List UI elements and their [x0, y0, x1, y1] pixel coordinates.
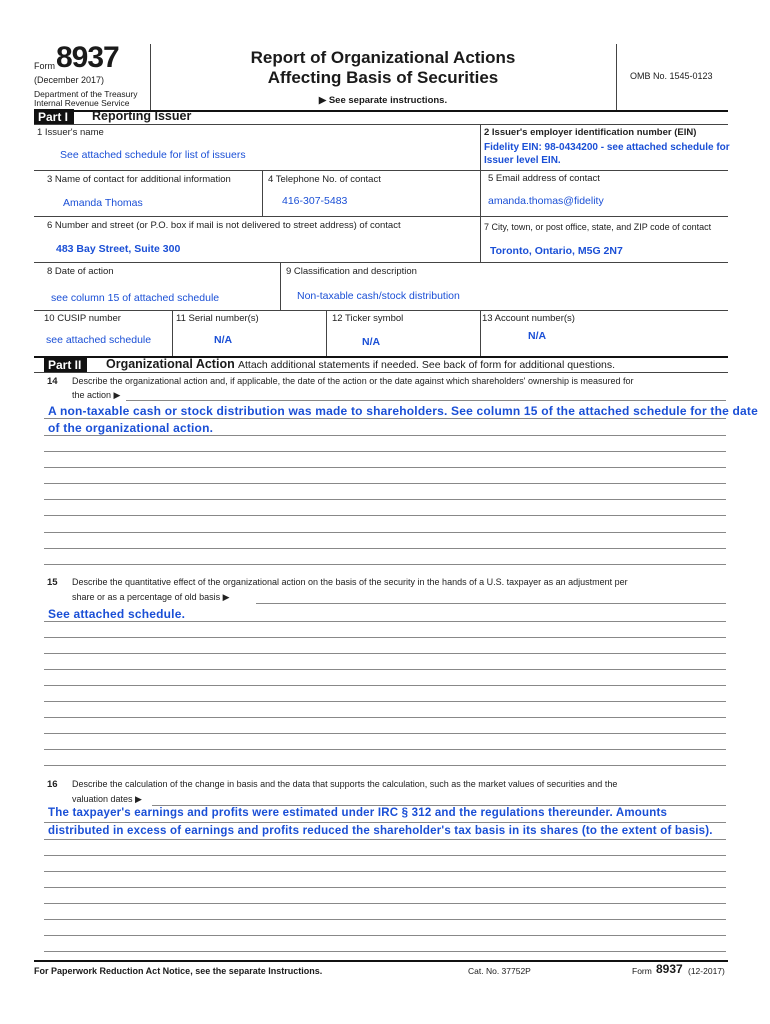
account-number-label: 13 Account number(s): [482, 313, 575, 324]
paperwork-notice: For Paperwork Reduction Act Notice, see the separate Instructions.: [34, 966, 323, 976]
q15-text-line1: Describe the quantitative effect of the organizational action on the basis of the security in the hands of a U.S. taxpayer as an adjustment per: [72, 577, 628, 587]
issuer-name-label: 1 Issuer's name: [37, 127, 104, 138]
q14-text-line1: Describe the organizational action and, if applicable, the date of the action or the date against which shareholders' ownership is measured for: [72, 376, 634, 386]
form-title-line1: Report of Organizational Actions: [250, 48, 516, 67]
dept-line2: Internal Revenue Service: [34, 98, 130, 108]
q14-answer-line1[interactable]: A non-taxable cash or stock distribution was made to shareholders. See column 15 of the attached schedule for the date: [48, 404, 758, 418]
ein-field-line2[interactable]: Issuer level EIN.: [484, 155, 561, 166]
city-field[interactable]: Toronto, Ontario, M5G 2N7: [490, 245, 623, 257]
part2-tag: Part II: [44, 357, 87, 373]
form-title-line2: Affecting Basis of Securities: [267, 68, 499, 87]
ein-label: 2 Issuer's employer identification number (EIN): [484, 127, 697, 138]
footer-form-word: Form: [632, 966, 652, 976]
cusip-label: 10 CUSIP number: [44, 313, 121, 324]
q15-number: 15: [47, 577, 58, 588]
form-number: 8937: [56, 41, 119, 74]
date-of-action-label: 8 Date of action: [47, 266, 114, 277]
catalog-number: Cat. No. 37752P: [468, 966, 531, 976]
street-field[interactable]: 483 Bay Street, Suite 300: [56, 243, 181, 255]
date-of-action-field[interactable]: see column 15 of attached schedule: [51, 292, 220, 304]
q16-answer-line2[interactable]: distributed in excess of earnings and profits reduced the shareholder's tax basis in its shares (to the extent of basis).: [48, 825, 713, 837]
issuer-name-field[interactable]: See attached schedule for list of issuers: [60, 149, 246, 161]
q14-number: 14: [47, 376, 58, 387]
serial-number-field[interactable]: N/A: [214, 334, 233, 346]
part2-title: Organizational Action: [106, 357, 235, 371]
contact-name-label: 3 Name of contact for additional information: [47, 174, 231, 185]
telephone-field[interactable]: 416-307-5483: [282, 195, 348, 207]
email-field[interactable]: amanda.thomas@fidelity: [488, 195, 604, 207]
city-label: 7 City, town, or post office, state, and ZIP code of contact: [484, 222, 712, 232]
q16-text-line2: valuation dates ▶: [72, 794, 142, 804]
ticker-field[interactable]: N/A: [362, 336, 381, 348]
q15-answer-line1[interactable]: See attached schedule.: [48, 607, 186, 621]
dept-line1: Department of the Treasury: [34, 89, 138, 99]
q16-text-line1: Describe the calculation of the change in basis and the data that supports the calculation, such as the market values of securities and the: [72, 779, 618, 789]
q16-number: 16: [47, 779, 58, 790]
q14-answer-line2[interactable]: of the organizational action.: [48, 421, 214, 435]
q16-answer-line1[interactable]: The taxpayer's earnings and profits were estimated under IRC § 312 and the regulations thereunder. Amounts: [48, 807, 668, 819]
ticker-label: 12 Ticker symbol: [332, 313, 404, 324]
form-word: Form: [34, 61, 55, 71]
ein-field-line1[interactable]: Fidelity EIN: 98-0434200 - see attached schedule for: [484, 142, 730, 153]
cusip-field[interactable]: see attached schedule: [46, 334, 152, 346]
telephone-label: 4 Telephone No. of contact: [268, 174, 381, 185]
part2-subtitle: Attach additional statements if needed. See back of form for additional questions.: [238, 359, 616, 371]
footer-revision: (12-2017): [688, 966, 725, 976]
serial-number-label: 11 Serial number(s): [176, 313, 259, 324]
q15-text-line2: share or as a percentage of old basis ▶: [72, 592, 230, 602]
account-number-field[interactable]: N/A: [528, 330, 547, 342]
part1-tag: Part I: [34, 109, 74, 125]
form-revision: (December 2017): [34, 75, 105, 85]
street-label: 6 Number and street (or P.O. box if mail is not delivered to street address) of contact: [47, 220, 401, 231]
classification-field[interactable]: Non-taxable cash/stock distribution: [297, 290, 460, 302]
contact-name-field[interactable]: Amanda Thomas: [63, 197, 143, 209]
footer-form-number: 8937: [656, 962, 683, 976]
q14-text-line2: the action ▶: [72, 390, 121, 400]
classification-label: 9 Classification and description: [286, 266, 417, 277]
see-instructions: ▶ See separate instructions.: [318, 95, 448, 106]
omb-number: OMB No. 1545-0123: [630, 71, 713, 81]
email-label: 5 Email address of contact: [488, 173, 600, 184]
part1-title: Reporting Issuer: [92, 109, 192, 123]
